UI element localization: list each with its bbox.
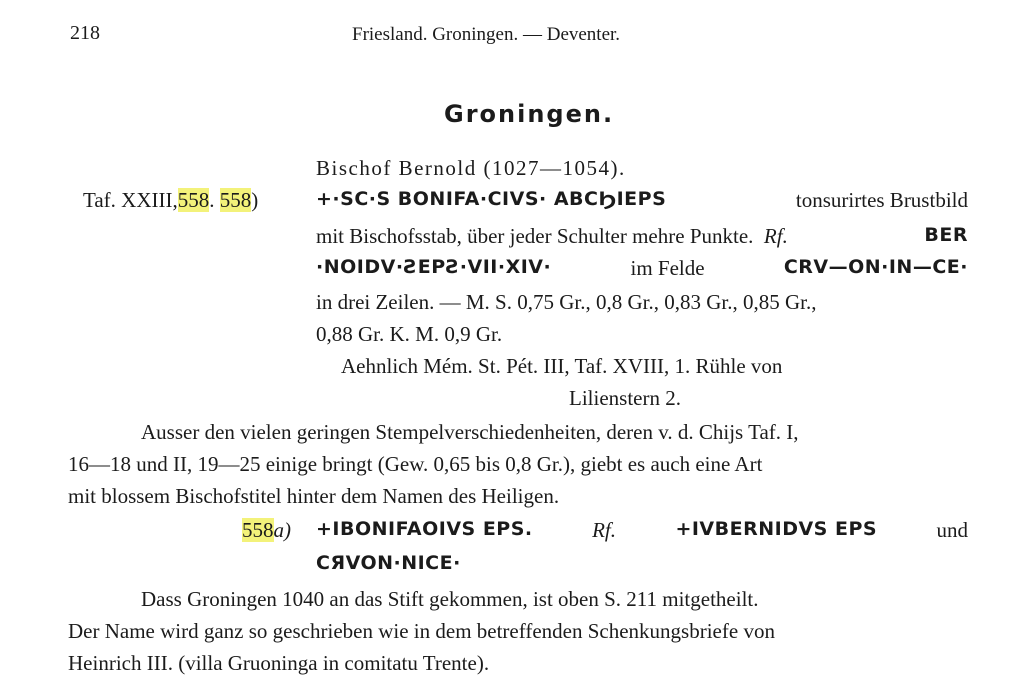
coin-legend: +·SC·S BONIFA·CIVS· ABCϦIEPS (316, 188, 667, 210)
coin-legend: BER (924, 224, 968, 246)
catalog-number-highlight: 558 (219, 188, 252, 212)
reverse-marker: Rf. (763, 224, 788, 248)
similar-reference: Aehnlich Mém. St. Pét. III, Taf. XVIII, 1. Rühle von (341, 354, 783, 378)
coin-legend: +IBONIFAOIVS EPS. (316, 518, 533, 540)
entry-558a-line-1 (316, 518, 968, 543)
paragraph-line: Heinrich III. (villa Gruoninga in comitatu Trente). (68, 651, 490, 675)
plate-reference: Taf. XXIII, (83, 188, 178, 212)
suffix: a) (273, 518, 291, 542)
coin-legend: ·NOIDV·ƧEPƧ·VII·XIV· (316, 256, 552, 278)
coin-legend: +IVBERNIDVS EPS (675, 518, 878, 540)
coin-legend: CRV—ON·IN—CE· (783, 256, 968, 278)
reverse-marker: Rf. (592, 518, 616, 542)
separator-dot: . (209, 188, 215, 212)
paragraph-line: Dass Groningen 1040 an das Stift gekommen, ist oben S. 211 mitgetheilt. (141, 587, 759, 611)
description-text: im Felde (630, 256, 705, 280)
entry-558a-reference (242, 518, 291, 543)
entry-558-line-2 (316, 224, 968, 249)
catalog-number-highlight: 558 (177, 188, 210, 212)
weights-line: 0,88 Gr. K. M. 0,9 Gr. (316, 322, 503, 346)
section-title: Groningen. (444, 100, 615, 128)
description-text: mit Bischofsstab, über jeder Schulter mehre Punkte. Rf. (316, 224, 788, 248)
running-title: Friesland. Groningen. — Deventer. (352, 24, 621, 45)
weights-line: in drei Zeilen. — M. S. 0,75 Gr., 0,8 Gr., 0,83 Gr., 0,85 Gr., (316, 290, 817, 314)
paragraph-line: 16—18 und II, 19—25 einige bringt (Gew. 0,65 bis 0,8 Gr.), giebt es auch eine Art (68, 452, 763, 476)
similar-reference: Lilienstern 2. (569, 386, 681, 410)
coin-legend: CЯVON·NICE· (316, 552, 461, 574)
entry-558-reference (83, 188, 258, 213)
bishop-heading: Bischof Bernold (1027—1054). (316, 156, 626, 180)
paragraph-line: mit blossem Bischofstitel hinter dem Namen des Heiligen. (68, 484, 560, 508)
conjunction: und (936, 518, 968, 542)
paren: ) (251, 188, 259, 212)
paragraph-line: Ausser den vielen geringen Stempelverschiedenheiten, deren v. d. Chijs Taf. I, (141, 420, 799, 444)
paragraph-line: Der Name wird ganz so geschrieben wie in dem betreffenden Schenkungsbriefe von (68, 619, 775, 643)
description-text: tonsurirtes Brustbild (795, 188, 968, 212)
entry-558-line-3 (316, 256, 968, 281)
entry-558-line-1 (316, 188, 968, 213)
page-number: 218 (70, 22, 100, 44)
catalog-number-highlight: 558 (242, 518, 274, 542)
